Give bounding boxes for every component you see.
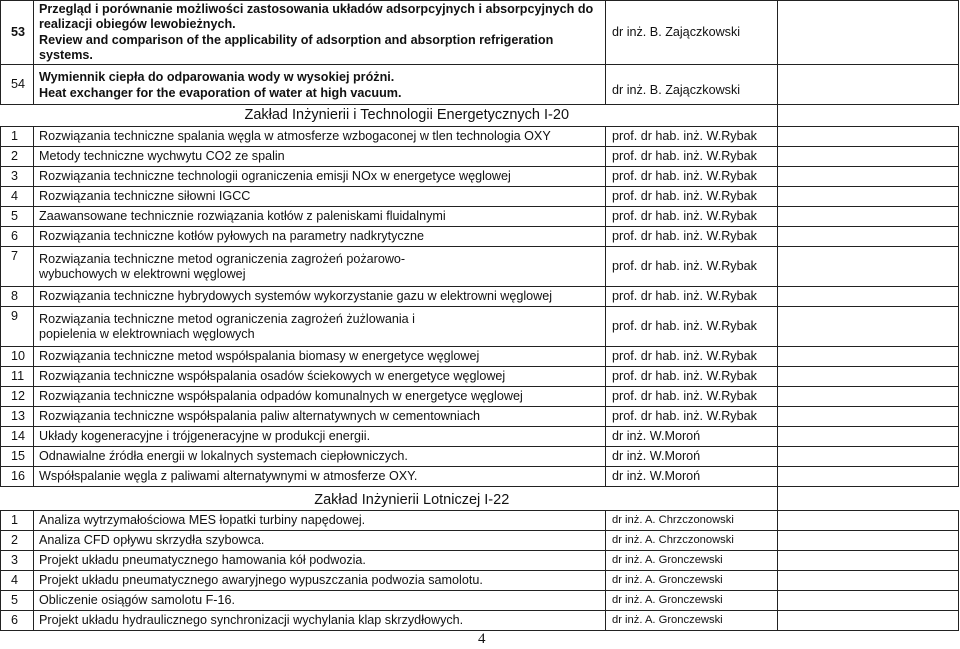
empty-cell	[778, 487, 959, 511]
empty-cell	[778, 65, 959, 105]
empty-cell	[778, 347, 959, 367]
row-number: 7	[1, 247, 34, 287]
empty-cell	[778, 147, 959, 167]
empty-cell	[778, 387, 959, 407]
section-header-row	[1, 487, 959, 511]
table-row	[1, 511, 959, 531]
empty-cell	[778, 427, 959, 447]
topic-line: Wymiennik ciepła do odparowania wody w wysokiej próżni.	[39, 69, 395, 84]
supervisor-cell: prof. dr hab. inż. W.Rybak	[606, 367, 778, 387]
row-number: 2	[1, 147, 34, 167]
table-row	[1, 127, 959, 147]
row-number: 12	[1, 387, 34, 407]
row-number: 8	[1, 287, 34, 307]
empty-cell	[778, 467, 959, 487]
topic-cell: Rozwiązania techniczne współspalania paliw alternatywnych w cementowniach	[34, 407, 606, 427]
topic-line: Review and comparison of the applicability of adsorption and absorption refrigeration	[39, 32, 554, 47]
row-number: 3	[1, 167, 34, 187]
supervisor-cell: prof. dr hab. inż. W.Rybak	[606, 187, 778, 207]
table-row	[1, 551, 959, 571]
topic-cell: Rozwiązania techniczne hybrydowych systemów wykorzystanie gazu w elektrowni węglowej	[34, 287, 606, 307]
row-number: 4	[1, 571, 34, 591]
table-row	[1, 467, 959, 487]
supervisor-cell: prof. dr hab. inż. W.Rybak	[606, 387, 778, 407]
table-row	[1, 287, 959, 307]
row-number: 4	[1, 187, 34, 207]
table-row	[1, 247, 959, 287]
empty-cell	[778, 1, 959, 65]
supervisor-cell: prof. dr hab. inż. W.Rybak	[606, 227, 778, 247]
supervisor-cell: prof. dr hab. inż. W.Rybak	[606, 127, 778, 147]
empty-cell	[778, 447, 959, 467]
table-row	[1, 227, 959, 247]
row-number: 1	[1, 127, 34, 147]
table-row	[1, 591, 959, 611]
table-row	[1, 167, 959, 187]
topic-cell: Analiza CFD opływu skrzydła szybowca.	[34, 531, 606, 551]
topic-cell: Rozwiązania techniczne metod ograniczenia zagrożeń pożarowo-wybuchowych w elektrowni węglowej	[34, 247, 606, 287]
empty-cell	[778, 571, 959, 591]
row-number: 54	[1, 65, 34, 105]
table-row	[1, 407, 959, 427]
supervisor-cell: dr inż. A. Gronczewski	[606, 591, 778, 611]
supervisor-cell: dr inż. B. Zajączkowski	[606, 65, 778, 105]
empty-cell	[778, 407, 959, 427]
topic-cell: Układy kogeneracyjne i trójgeneracyjne w produkcji energii.	[34, 427, 606, 447]
supervisor-cell: dr inż. W.Moroń	[606, 427, 778, 447]
table-row	[1, 611, 959, 631]
row-number: 15	[1, 447, 34, 467]
row-number: 2	[1, 531, 34, 551]
supervisor-cell: dr inż. A. Gronczewski	[606, 571, 778, 591]
topic-cell	[34, 65, 606, 105]
row-number: 6	[1, 227, 34, 247]
topic-cell: Współspalanie węgla z paliwami alternatywnymi w atmosferze OXY.	[34, 467, 606, 487]
supervisor-cell: dr inż. B. Zajączkowski	[606, 1, 778, 65]
table-row	[1, 347, 959, 367]
table-row	[1, 65, 959, 105]
supervisor-cell: prof. dr hab. inż. W.Rybak	[606, 247, 778, 287]
table-row	[1, 531, 959, 551]
topic-cell: Projekt układu pneumatycznego awaryjnego wypuszczania podwozia samolotu.	[34, 571, 606, 591]
row-number: 9	[1, 307, 34, 347]
table-row	[1, 387, 959, 407]
topic-cell: Metody techniczne wychwytu CO2 ze spalin	[34, 147, 606, 167]
section-title: Zakład Inżynierii i Technologii Energetycznych I-20	[244, 107, 570, 123]
table-row	[1, 427, 959, 447]
row-number: 5	[1, 591, 34, 611]
topic-line: systems.	[39, 48, 93, 62]
row-number: 11	[1, 367, 34, 387]
topic-cell: Odnawialne źródła energii w lokalnych systemach ciepłowniczych.	[34, 447, 606, 467]
table-row	[1, 207, 959, 227]
row-number: 13	[1, 407, 34, 427]
topic-cell: Zaawansowane technicznie rozwiązania kotłów z paleniskami fluidalnymi	[34, 207, 606, 227]
supervisor-cell: prof. dr hab. inż. W.Rybak	[606, 207, 778, 227]
row-number: 10	[1, 347, 34, 367]
empty-cell	[778, 551, 959, 571]
topic-line: realizacji obiegów lewobieżnych.	[39, 17, 236, 31]
topic-cell: Obliczenie osiągów samolotu F-16.	[34, 591, 606, 611]
supervisor-cell: dr inż. W.Moroń	[606, 447, 778, 467]
row-number: 1	[1, 511, 34, 531]
topic-cell: Projekt układu pneumatycznego hamowania kół podwozia.	[34, 551, 606, 571]
empty-cell	[778, 287, 959, 307]
empty-cell	[778, 207, 959, 227]
row-number: 16	[1, 467, 34, 487]
empty-cell	[778, 511, 959, 531]
topic-cell: Rozwiązania techniczne siłowni IGCC	[34, 187, 606, 207]
supervisor-cell: prof. dr hab. inż. W.Rybak	[606, 407, 778, 427]
table-row	[1, 147, 959, 167]
row-number: 3	[1, 551, 34, 571]
topic-cell: Rozwiązania techniczne współspalania odpadów komunalnych w energetyce węglowej	[34, 387, 606, 407]
supervisor-cell: dr inż. A. Chrzczonowski	[606, 531, 778, 551]
topic-cell: Rozwiązania techniczne metod ograniczenia zagrożeń żużlowania i popielenia w elektrowniach węglowych	[34, 307, 606, 347]
table-row	[1, 307, 959, 347]
supervisor-cell: dr inż. A. Gronczewski	[606, 611, 778, 631]
topic-cell: Rozwiązania techniczne współspalania osadów ściekowych w energetyce węglowej	[34, 367, 606, 387]
empty-cell	[778, 167, 959, 187]
table-row	[1, 187, 959, 207]
section-title: Zakład Inżynierii Lotniczej I-22	[314, 492, 510, 508]
topic-cell: Rozwiązania techniczne metod współspalania biomasy w energetyce węglowej	[34, 347, 606, 367]
empty-cell	[778, 591, 959, 611]
section-2-rows	[1, 511, 959, 631]
empty-cell	[778, 367, 959, 387]
supervisor-cell: prof. dr hab. inż. W.Rybak	[606, 147, 778, 167]
supervisor-cell: prof. dr hab. inż. W.Rybak	[606, 287, 778, 307]
topic-cell: Projekt układu hydraulicznego synchronizacji wychylania klap skrzydłowych.	[34, 611, 606, 631]
empty-cell	[778, 187, 959, 207]
supervisor-cell: dr inż. A. Chrzczonowski	[606, 511, 778, 531]
empty-cell	[778, 531, 959, 551]
table-row	[1, 367, 959, 387]
topic-cell: Rozwiązania techniczne technologii ograniczenia emisji NOx w energetyce węglowej	[34, 167, 606, 187]
topic-cell: Rozwiązania techniczne spalania węgla w atmosferze wzbogaconej w tlen technologia OXY	[34, 127, 606, 147]
table-row	[1, 447, 959, 467]
empty-cell	[778, 105, 959, 127]
row-number: 5	[1, 207, 34, 227]
supervisor-cell: prof. dr hab. inż. W.Rybak	[606, 347, 778, 367]
row-number: 6	[1, 611, 34, 631]
topic-cell	[34, 1, 606, 65]
empty-cell	[778, 307, 959, 347]
empty-cell	[778, 227, 959, 247]
empty-cell	[778, 611, 959, 631]
topic-cell: Analiza wytrzymałościowa MES łopatki turbiny napędowej.	[34, 511, 606, 531]
supervisor-cell: prof. dr hab. inż. W.Rybak	[606, 307, 778, 347]
topic-line: Heat exchanger for the evaporation of water at high vacuum.	[39, 85, 402, 100]
table-row	[1, 571, 959, 591]
topic-line: Przegląd i porównanie możliwości zastosowania układów adsorpcyjnych i absorpcyjnych do	[39, 1, 594, 16]
section-1-rows	[1, 127, 959, 487]
page-number: 4	[478, 631, 486, 647]
supervisor-cell: dr inż. W.Moroń	[606, 467, 778, 487]
table-row	[1, 1, 959, 65]
topic-cell: Rozwiązania techniczne kotłów pyłowych na parametry nadkrytyczne	[34, 227, 606, 247]
section-header-row	[1, 105, 959, 127]
row-number: 14	[1, 427, 34, 447]
supervisor-cell: prof. dr hab. inż. W.Rybak	[606, 167, 778, 187]
row-number: 53	[1, 1, 34, 65]
supervisor-cell: dr inż. A. Gronczewski	[606, 551, 778, 571]
empty-cell	[778, 127, 959, 147]
empty-cell	[778, 247, 959, 287]
